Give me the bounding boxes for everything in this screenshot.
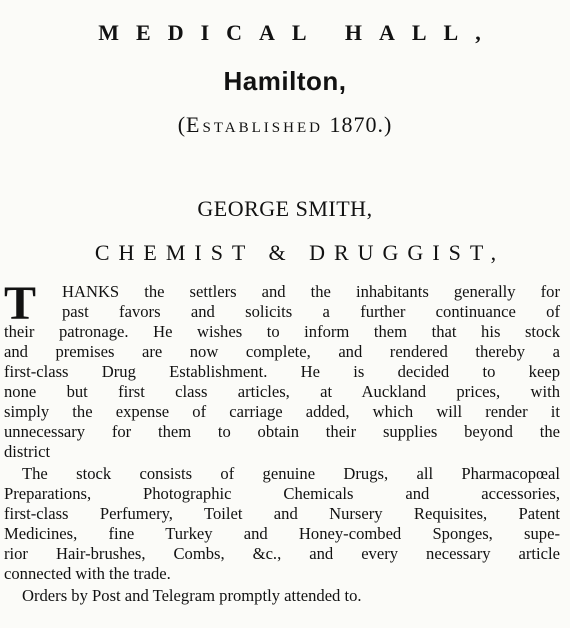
body-line: Preparations, Photographic Chemicals and accessories, <box>4 484 560 503</box>
proprietor-name: GEORGE SMITH, <box>197 196 373 221</box>
body-line: district <box>4 442 51 461</box>
body-line: simply the expense of carriage added, which will render it <box>4 402 560 421</box>
body-line: Orders by Post and Telegram promptly attended to. <box>22 586 362 605</box>
established-line <box>0 112 570 138</box>
ad-title: MEDICAL HALL, <box>98 20 498 45</box>
body-line: first-class Drug Establishment. He is decided to keep <box>4 362 560 381</box>
body-line: unnecessary for them to obtain their supplies beyond the <box>4 422 560 441</box>
body-line: their patronage. He wishes to inform them that his stock <box>4 322 560 341</box>
proprietor-trade: CHEMIST & DRUGGIST, <box>94 240 506 265</box>
body-line: HANKS the settlers and the inhabitants generally for <box>62 282 560 301</box>
established-open: ( <box>177 112 187 137</box>
body-line: none but first class articles, at Auckland prices, with <box>4 382 560 401</box>
ad-town: Hamilton, <box>223 66 347 96</box>
body-line: and premises are now complete, and rendered thereby a <box>4 342 560 361</box>
body-line: first-class Perfumery, Toilet and Nursery Requisites, Patent <box>4 504 560 523</box>
body-line: rior Hair-brushes, Combs, &c., and every necessary article <box>4 544 560 563</box>
established-year: 1870.) <box>329 112 393 137</box>
established-word: Established <box>186 112 323 137</box>
body-line: connected with the trade. <box>4 564 171 583</box>
body-line: The stock consists of genuine Drugs, all Pharmacopœal <box>22 464 560 483</box>
body-line: Medicines, fine Turkey and Honey-combed Sponges, supe- <box>4 524 560 543</box>
drop-cap: T <box>4 277 37 330</box>
body-line: past favors and solicits a further continuance of <box>62 302 560 321</box>
